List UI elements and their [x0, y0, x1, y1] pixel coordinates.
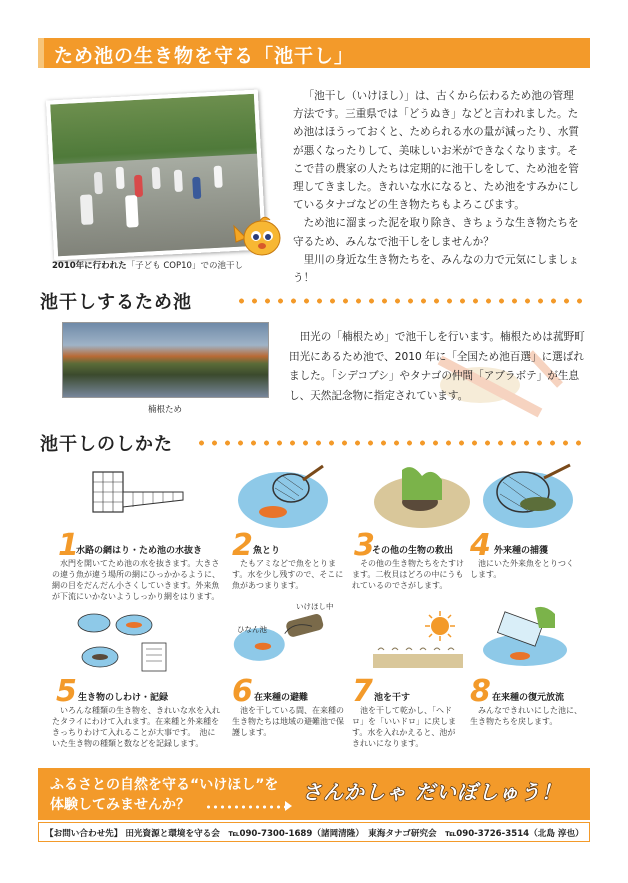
- step-8-desc: みんなできれいにした池に、生き物たちを戻します。: [470, 706, 582, 726]
- step-8-title: 在来種の復元放流: [492, 693, 565, 703]
- cta-line-2: 体験してみませんか？: [50, 797, 190, 813]
- cta-text: [50, 775, 278, 815]
- cta-dots: [205, 805, 285, 809]
- contact-info: 【お問い合わせ先】 田光資源と環境を守る会 ℡090-7300-1689（諸岡清隆） 東海タナゴ研究会 ℡090-3726-3514（北島 淳也）: [38, 822, 590, 842]
- net-sluice-illustration: [88, 462, 188, 532]
- step-7-desc: 池を干して乾かし、「ヘドロ」を「いいドロ」に戻します。水を入れかえると、池がきれいになります。: [352, 706, 456, 748]
- title-banner: [38, 38, 590, 68]
- step-6-desc: 池を干している間、在来種の生き物たちは地域の避難池で保護します。: [232, 706, 344, 737]
- refuge-pond-label: ひなん池: [237, 625, 267, 634]
- step-1-number: 1: [58, 528, 79, 563]
- release-fish-illustration: [480, 600, 580, 670]
- photo-caption: 2010年に行われた「子ども COP10」での池干し: [52, 261, 243, 271]
- step-7-title: 池を干す: [374, 693, 411, 703]
- page-title: ため池の生き物を守る「池干し」: [54, 45, 355, 67]
- step-5-number: 5: [56, 674, 77, 709]
- rescue-shellfish-illustration: [372, 460, 472, 530]
- invasive-fish-net-illustration: [478, 460, 578, 530]
- step-5-desc: いろんな種類の生き物を、きれいな水を入れたタライにわけて入れます。在来種と外来種をきっちりわけて入れることが大事です。 池にいた生き物の種類と数などを記録します。: [52, 706, 220, 748]
- step-3-title: その他の生物の救出: [372, 546, 454, 556]
- step-3-desc: その他の生き物たちをたすけます。二枚貝はどろの中にうもれているのでさがします。: [352, 559, 464, 590]
- step-3-number: 3: [354, 528, 375, 563]
- step-6-number: 6: [232, 674, 253, 709]
- intro-text: [293, 87, 583, 287]
- howto-heading-dots: [195, 440, 585, 446]
- howto-heading: 池干しのしかた: [40, 434, 173, 455]
- cta-arrow-icon: [285, 801, 292, 811]
- step-2-number: 2: [232, 528, 253, 563]
- fish-mascot-icon: [232, 212, 284, 264]
- step-1-title: 水路の網はり・ため池の水抜き: [76, 546, 203, 556]
- step-8-number: 8: [470, 674, 491, 709]
- step-6-title: 在来種の避難: [254, 693, 309, 703]
- step-1-desc: 水門を開いてため池の水を抜きます。大きさの違う魚が違う場所の網にひっかかるように、網の目をだんだん小さくしていきます。外来魚が下流にいかないようしっかり網をはります。: [52, 559, 220, 601]
- sorting-tubs-illustration: [72, 605, 172, 675]
- step-4-title: 外来種の捕獲: [494, 546, 549, 556]
- step-7-number: 7: [352, 674, 373, 709]
- pond-text: 田光の「楠根ため」で池干しを行います。楠根ためは菰野町田光にあるため池で、2010 年に「全国ため池百選」に選ばれました。「シデコブシ」やタナゴの仲間「アブラボテ」が生息し、天然記念物に指定されています。: [289, 331, 585, 402]
- intro-paragraph-2: ため池に溜まった泥を取り除き、きちょうな生き物たちを守るため、みんなで池干しをしませんか？: [293, 217, 579, 248]
- step-2-desc: たもアミなどで魚をとります。水を少し残すので、そこに魚があつまります。: [232, 559, 344, 590]
- dry-pond-sun-illustration: [368, 608, 468, 678]
- fish-net-illustration: [233, 460, 333, 530]
- step-4-number: 4: [470, 528, 491, 563]
- step-5-title: 生き物のしわけ・記録: [78, 693, 169, 703]
- intro-paragraph-1: 「池干し（いけほし）」は、古くから伝わるため池の管理方法です。三重県では「どうぬき」などと言われました。ため池はほうっておくと、ためられる水の量が減ったり、水質が悪くなったりして、美味しいお米ができなくなります。そこで昔の農家の人たちは定期的に池干しをして、ため池を管理してきました。きれいな水になると、ため池をすみかにしているタナゴなどの生き物たちもよろこびます。: [293, 90, 580, 212]
- kusune-pond-photo: [62, 322, 269, 398]
- step-4-desc: 池にいた外来魚をとりつくします。: [470, 559, 574, 579]
- pond-heading: 池干しするため池: [40, 292, 192, 313]
- pond-photo-caption: 楠根ため: [148, 405, 183, 415]
- pond-heading-dots: [235, 298, 585, 304]
- intro-paragraph-3: 里川の身近な生き物たちを、みんなの力で元気にしましょう！: [293, 253, 580, 285]
- draining-label: いけほし中: [296, 602, 334, 611]
- cta-line-1: ふるさとの自然を守る“いけほし”を: [50, 777, 279, 793]
- participants-wanted: さんかしゃ だいぼしゅう！: [302, 780, 562, 804]
- step-2-title: 魚とり: [253, 546, 281, 556]
